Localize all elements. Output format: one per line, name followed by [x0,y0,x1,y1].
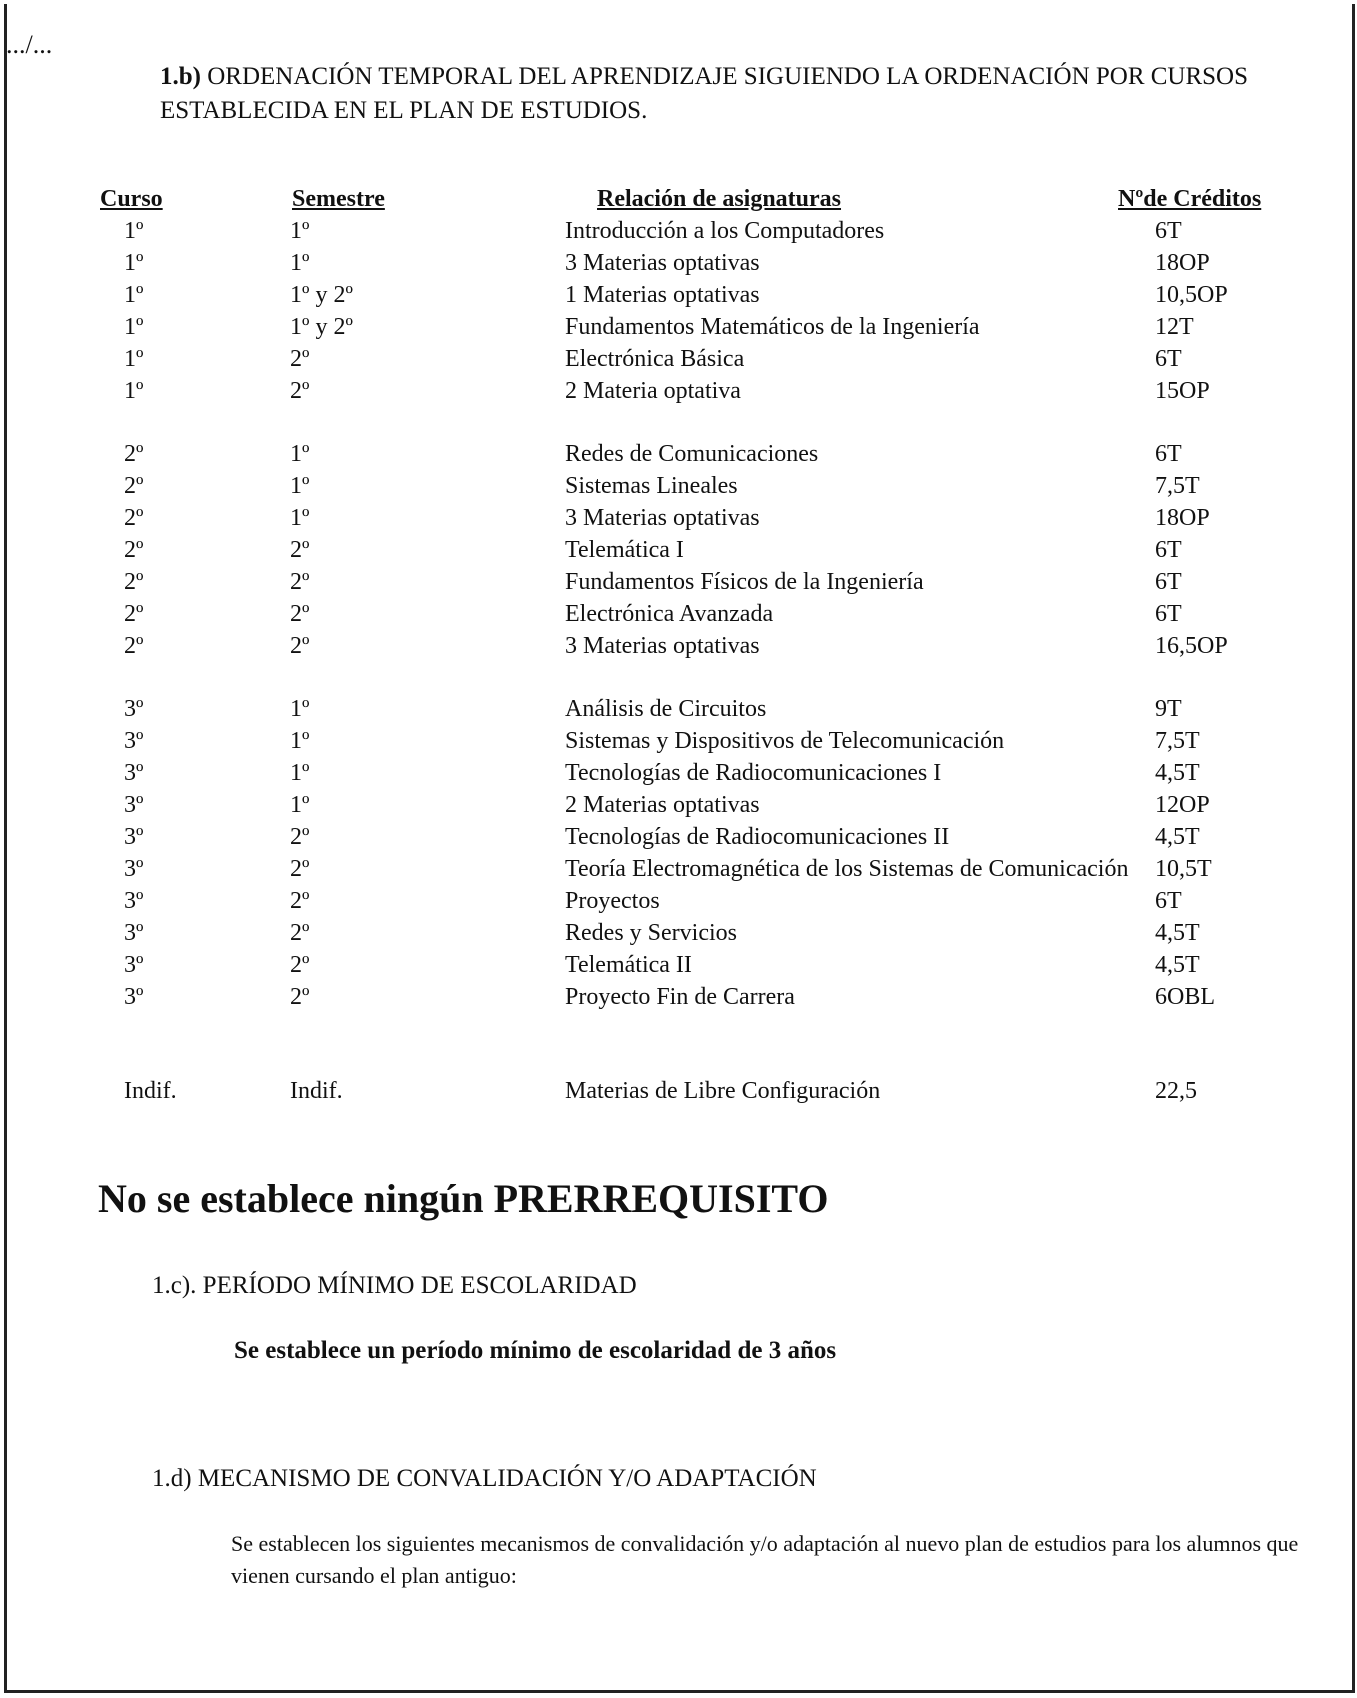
section-d-paragraph: Se establecen los siguientes mecanismos de convalidación y/o adaptación al nuevo plan de estudios para los alumnos que vienen cursando el plan antiguo: [231,1531,1299,1588]
cell-asignatura: Análisis de Circuitos [565,696,767,722]
cell-asignatura: Teoría Electromagnética de los Sistemas de Comunicación [565,856,1129,882]
table-row [0,856,1357,888]
table-row [0,792,1357,824]
cell-curso: 3º [124,792,144,818]
cell-asignatura: Sistemas y Dispositivos de Telecomunicación [565,728,1005,754]
cell-curso: Indif. [124,1078,177,1104]
cell-creditos: 22,5 [1155,1078,1197,1104]
table-row [0,601,1357,633]
cell-creditos: 6T [1155,218,1182,244]
cell-curso: 1º [124,378,144,404]
table-row [0,952,1357,984]
group-spacer [0,665,1357,696]
cell-semestre: 1º [290,441,310,467]
cell-creditos: 7,5T [1155,728,1200,754]
cell-curso: 1º [124,282,144,308]
cell-semestre: 2º [290,888,310,914]
table-row [0,250,1357,282]
cell-curso: 3º [124,856,144,882]
section-b-number: 1.b) [160,63,201,90]
cell-creditos: 16,5OP [1155,633,1228,659]
table-body [0,218,1357,1110]
cell-asignatura: 2 Materias optativas [565,792,760,818]
table-row [0,473,1357,505]
table-row [0,314,1357,346]
cell-semestre: 1º [290,792,310,818]
cell-asignatura: Redes de Comunicaciones [565,441,819,467]
cell-semestre: 1º [290,250,310,276]
cell-asignatura: 3 Materias optativas [565,633,760,659]
cell-asignatura: Electrónica Básica [565,346,745,372]
cell-curso: 2º [124,633,144,659]
cell-creditos: 12T [1155,314,1194,340]
cell-semestre: 2º [290,537,310,563]
cell-curso: 3º [124,984,144,1010]
cell-asignatura: Telemática I [565,537,684,563]
cell-asignatura: Electrónica Avanzada [565,601,774,627]
cell-curso: 1º [124,218,144,244]
cell-asignatura: Sistemas Lineales [565,473,738,499]
prerequisite-note: No se establece ningún PRERREQUISITO [98,1176,829,1221]
cell-creditos: 6T [1155,601,1182,627]
table-row [0,378,1357,410]
cell-semestre: 2º [290,952,310,978]
table-row [0,760,1357,792]
table-row [0,282,1357,314]
cell-asignatura: Redes y Servicios [565,920,737,946]
cell-creditos: 6T [1155,346,1182,372]
cell-asignatura: Proyectos [565,888,660,914]
header-asignaturas: Relación de asignaturas [597,186,842,212]
table-row [0,218,1357,250]
cell-semestre: 1º [290,696,310,722]
table-row [0,824,1357,856]
table-row [0,346,1357,378]
cell-curso: 2º [124,569,144,595]
cell-asignatura: Fundamentos Físicos de la Ingeniería [565,569,924,595]
page-continuation-marker: .../... [6,30,53,59]
section-b-heading [160,60,1340,128]
cell-semestre: 2º [290,633,310,659]
cell-asignatura: 2 Materia optativa [565,378,741,404]
table-row [0,728,1357,760]
cell-asignatura: Tecnologías de Radiocomunicaciones I [565,760,942,786]
cell-semestre: 1º [290,728,310,754]
section-b-title: ORDENACIÓN TEMPORAL DEL APRENDIZAJE SIGUIENDO LA ORDENACIÓN POR CURSOS ESTABLECIDA EN EL PLAN DE ESTUDIOS. [160,63,1249,124]
cell-creditos: 10,5OP [1155,282,1228,308]
cell-curso: 2º [124,537,144,563]
cell-asignatura: 3 Materias optativas [565,250,760,276]
cell-curso: 2º [124,473,144,499]
cell-asignatura: Proyecto Fin de Carrera [565,984,795,1010]
header-semestre: Semestre [292,186,385,212]
section-c-heading: 1.c). PERÍODO MÍNIMO DE ESCOLARIDAD [152,1272,637,1299]
cell-asignatura: 1 Materias optativas [565,282,760,308]
cell-semestre: 1º [290,218,310,244]
cell-semestre: 2º [290,920,310,946]
table-row [0,505,1357,537]
table-row [0,441,1357,473]
cell-semestre: 1º y 2º [290,282,353,308]
cell-creditos: 6T [1155,888,1182,914]
table-row [0,633,1357,665]
table-row [0,888,1357,920]
cell-curso: 2º [124,601,144,627]
cell-curso: 3º [124,760,144,786]
cell-curso: 3º [124,824,144,850]
cell-creditos: 7,5T [1155,473,1200,499]
cell-creditos: 6OBL [1155,984,1215,1010]
cell-asignatura: Fundamentos Matemáticos de la Ingeniería [565,314,980,340]
cell-semestre: 1º [290,473,310,499]
table-header [0,186,1357,218]
cell-curso: 3º [124,920,144,946]
cell-semestre: 2º [290,824,310,850]
cell-semestre: 2º [290,569,310,595]
cell-creditos: 4,5T [1155,920,1200,946]
cell-curso: 1º [124,250,144,276]
cell-asignatura: Telemática II [565,952,692,978]
cell-creditos: 10,5T [1155,856,1212,882]
cell-curso: 3º [124,888,144,914]
table-row [0,537,1357,569]
table-row [0,569,1357,601]
table-row [0,984,1357,1016]
cell-asignatura: Introducción a los Computadores [565,218,885,244]
cell-semestre: 2º [290,378,310,404]
cell-creditos: 12OP [1155,792,1210,818]
cell-asignatura: Tecnologías de Radiocomunicaciones II [565,824,950,850]
cell-creditos: 18OP [1155,505,1210,531]
table-row [0,1078,1357,1110]
cell-creditos: 6T [1155,441,1182,467]
cell-creditos: 18OP [1155,250,1210,276]
group-spacer [0,410,1357,441]
cell-semestre: Indif. [290,1078,343,1104]
cell-curso: 1º [124,314,144,340]
cell-curso: 3º [124,728,144,754]
cell-creditos: 4,5T [1155,952,1200,978]
cell-semestre: 1º y 2º [290,314,353,340]
cell-creditos: 6T [1155,569,1182,595]
minimum-period-statement: Se establece un período mínimo de escolaridad de 3 años [234,1337,837,1364]
cell-creditos: 6T [1155,537,1182,563]
cell-semestre: 2º [290,856,310,882]
table-row [0,920,1357,952]
section-d-heading: 1.d) MECANISMO DE CONVALIDACIÓN Y/O ADAPTACIÓN [152,1465,817,1492]
table-row [0,696,1357,728]
cell-creditos: 9T [1155,696,1182,722]
cell-creditos: 4,5T [1155,760,1200,786]
header-curso: Curso [100,186,163,212]
cell-creditos: 4,5T [1155,824,1200,850]
cell-curso: 3º [124,952,144,978]
cell-semestre: 1º [290,505,310,531]
group-spacer [0,1016,1357,1078]
cell-semestre: 2º [290,984,310,1010]
cell-semestre: 2º [290,601,310,627]
cell-semestre: 2º [290,346,310,372]
subjects-table [0,186,1357,1110]
cell-semestre: 1º [290,760,310,786]
cell-curso: 1º [124,346,144,372]
cell-asignatura: 3 Materias optativas [565,505,760,531]
cell-curso: 3º [124,696,144,722]
cell-curso: 2º [124,505,144,531]
cell-creditos: 15OP [1155,378,1210,404]
header-creditos: Nºde Créditos [1118,186,1262,212]
cell-asignatura: Materias de Libre Configuración [565,1078,881,1104]
cell-curso: 2º [124,441,144,467]
